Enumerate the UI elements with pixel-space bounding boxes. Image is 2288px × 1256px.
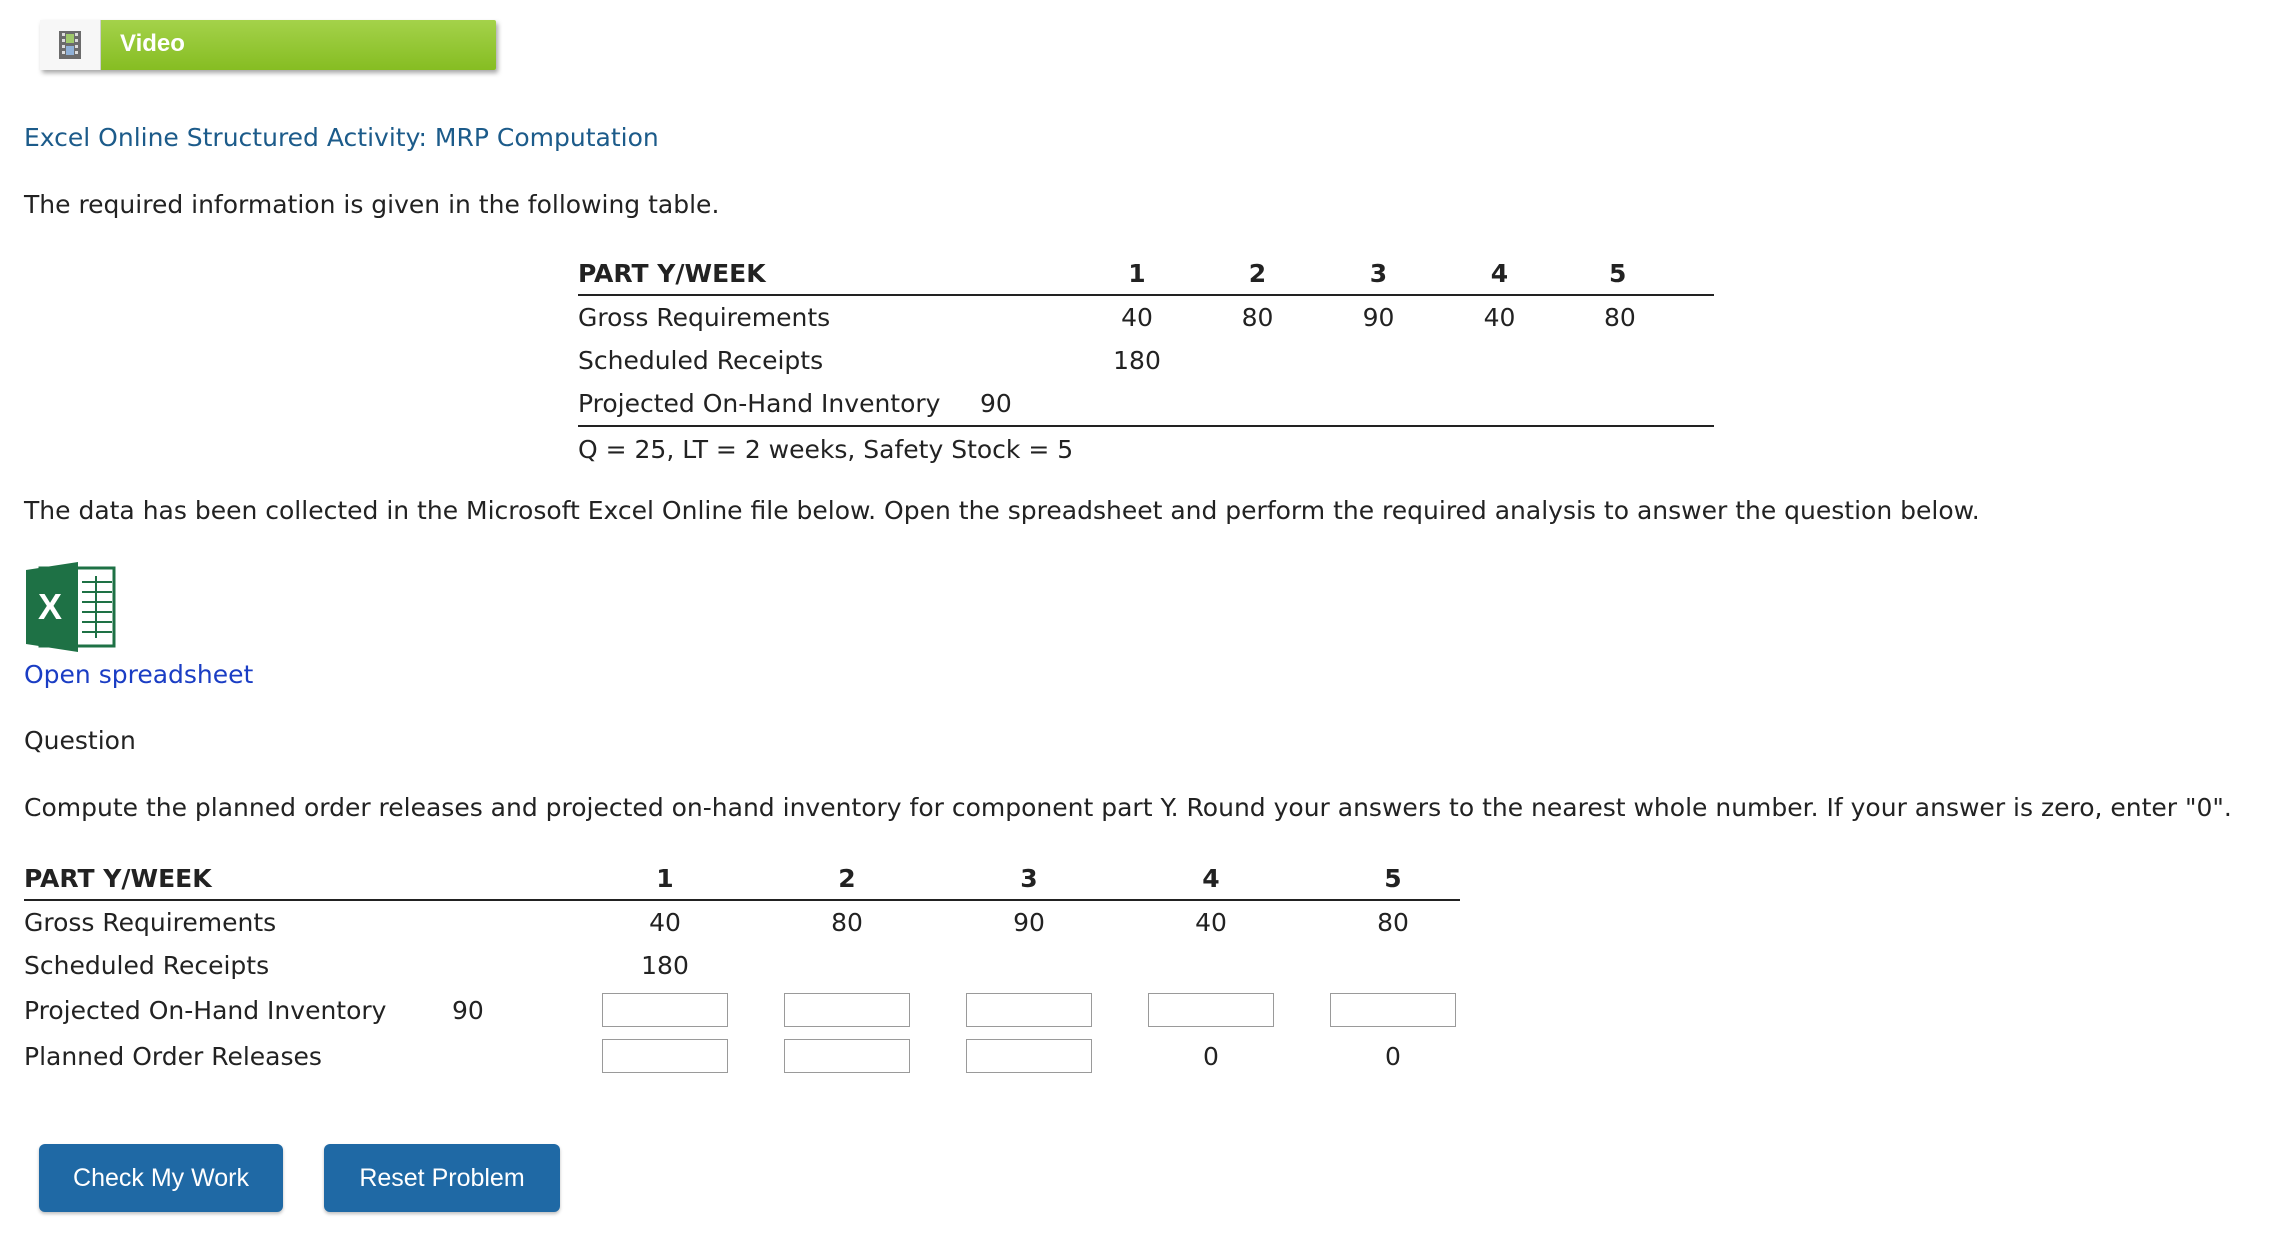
release-input-week-3[interactable] — [966, 1039, 1092, 1073]
answer-onhand-row — [24, 987, 1460, 1033]
intro-text: The required information is given in the following table. — [24, 190, 720, 219]
answer-gross-2: 80 — [831, 908, 863, 937]
answer-header-label: PART Y/WEEK — [24, 857, 600, 900]
given-header-label: PART Y/WEEK — [578, 252, 1077, 295]
answer-gross-label: Gross Requirements — [24, 908, 277, 937]
answer-receipts-3 — [964, 944, 1094, 987]
given-week-2: 2 — [1197, 252, 1318, 295]
answer-onhand-initial: 90 — [452, 995, 484, 1025]
onhand-input-week-4[interactable] — [1148, 993, 1274, 1027]
video-button[interactable] — [40, 20, 496, 70]
onhand-input-week-1[interactable] — [602, 993, 728, 1027]
answer-receipts-label: Scheduled Receipts — [24, 951, 270, 980]
given-onhand-label: Projected On-Hand Inventory — [578, 389, 941, 418]
given-week-5: 5 — [1560, 252, 1714, 295]
given-footer: Q = 25, LT = 2 weeks, Safety Stock = 5 — [578, 426, 1714, 471]
answer-receipts-4 — [1146, 944, 1276, 987]
onhand-input-week-5[interactable] — [1330, 993, 1456, 1027]
release-input-week-1[interactable] — [602, 1039, 728, 1073]
reset-problem-button[interactable]: Reset Problem — [324, 1144, 560, 1212]
given-table — [578, 252, 1714, 471]
answer-week-2: 2 — [782, 857, 912, 900]
given-receipts-label: Scheduled Receipts — [578, 346, 824, 375]
answer-gross-5: 80 — [1377, 908, 1409, 937]
answer-receipts-5 — [1328, 944, 1458, 987]
release-input-week-2[interactable] — [784, 1039, 910, 1073]
given-week-4: 4 — [1439, 252, 1560, 295]
given-onhand-row — [578, 382, 1714, 426]
answer-gross-4: 40 — [1195, 908, 1227, 937]
film-icon — [40, 20, 101, 70]
answer-week-3: 3 — [964, 857, 1094, 900]
answer-onhand-label: Projected On-Hand Inventory — [24, 995, 387, 1025]
answer-week-5: 5 — [1328, 857, 1458, 900]
question-text: Compute the planned order releases and projected on-hand inventory for component part Y. Round your answers to the nearest whole number. If your answer is zero, enter "0". — [24, 793, 2232, 822]
svg-text:X: X — [37, 586, 63, 627]
onhand-input-week-2[interactable] — [784, 993, 910, 1027]
given-gross-3: 90 — [1362, 303, 1395, 332]
answer-receipts-2 — [782, 944, 912, 987]
given-receipts-4 — [1439, 339, 1560, 382]
given-gross-row — [578, 295, 1714, 339]
answer-receipts-row — [24, 944, 1460, 987]
excel-icon[interactable] — [24, 562, 120, 652]
answer-week-1: 1 — [600, 857, 730, 900]
given-receipts-1: 180 — [1113, 346, 1161, 375]
answer-gross-3: 90 — [1013, 908, 1045, 937]
given-week-3: 3 — [1318, 252, 1439, 295]
activity-title: Excel Online Structured Activity: MRP Computation — [24, 123, 659, 152]
answer-gross-row — [24, 900, 1460, 944]
open-spreadsheet-link[interactable]: Open spreadsheet — [24, 660, 254, 689]
question-heading: Question — [24, 726, 136, 755]
answer-releases-label: Planned Order Releases — [24, 1041, 322, 1071]
given-gross-2: 80 — [1241, 303, 1274, 332]
video-label: Video — [120, 30, 185, 57]
given-receipts-2 — [1197, 339, 1318, 382]
answer-releases-row — [24, 1033, 1460, 1079]
given-receipts-5 — [1560, 339, 1714, 382]
given-gross-4: 40 — [1483, 303, 1516, 332]
given-onhand-initial: 90 — [980, 389, 1012, 418]
answer-week-4: 4 — [1146, 857, 1276, 900]
answer-table — [24, 857, 1460, 1079]
data-text: The data has been collected in the Microsoft Excel Online file below. Open the spreadsheet and perform the required analysis to answer the question below. — [24, 496, 1980, 525]
release-week-4-value: 0 — [1203, 1041, 1219, 1071]
given-receipts-3 — [1318, 339, 1439, 382]
check-my-work-button[interactable]: Check My Work — [39, 1144, 283, 1212]
given-week-1: 1 — [1077, 252, 1197, 295]
given-gross-label: Gross Requirements — [578, 303, 831, 332]
onhand-input-week-3[interactable] — [966, 993, 1092, 1027]
given-gross-5: 80 — [1604, 303, 1636, 332]
given-gross-1: 40 — [1121, 303, 1153, 332]
answer-gross-1: 40 — [649, 908, 681, 937]
answer-receipts-1: 180 — [641, 951, 689, 980]
release-week-5-value: 0 — [1385, 1041, 1401, 1071]
given-receipts-row — [578, 339, 1714, 382]
